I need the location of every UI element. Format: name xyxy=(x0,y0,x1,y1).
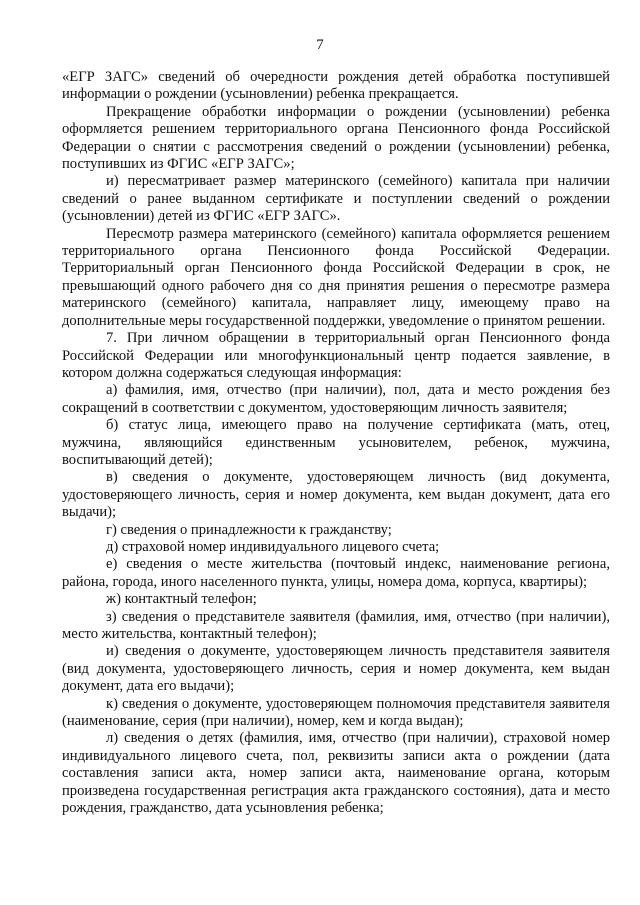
list-item-zh: ж) контактный телефон; xyxy=(106,591,257,608)
list-item-a: а) фамилия, имя, отчество (при наличии), пол, дата и место рождения без сокращений в соответствии с документом, удостоверяющим личность заявителя; xyxy=(62,382,610,416)
list-item-v: в) сведения о документе, удостоверяющем личность (вид документа, удостоверяющего личность, серия и номер документа, кем выдан документ, дата его выдачи); xyxy=(62,469,610,521)
page-number: 7 xyxy=(316,37,324,53)
paragraph-revision-decision: Пересмотр размера материнского (семейного) капитала оформляется решением территориального органа Пенсионного фонда Российской Федерации. Территориальный орган Пенсионного фонда Российской Федерации в срок, не превышающий одного рабочего дня со дня принятия решения о пересмотре размера материнского (семейного) капитала, направляет лицу, имеющему право на дополнительные меры государственной поддержки, уведомление о принятом решении. xyxy=(62,225,610,329)
paragraph-section-7: 7. При личном обращении в территориальный орган Пенсионного фонда Российской Федерации или многофункциональный центр подается заявление, в котором должна содержаться следующая информация: xyxy=(62,330,610,381)
list-item-e: е) сведения о месте жительства (почтовый индекс, наименование региона, района, города, иного населенного пункта, улицы, номера дома, корпуса, квартиры); xyxy=(62,556,610,590)
list-item-g: г) сведения о принадлежности к гражданству; xyxy=(106,521,392,538)
paragraph-item-i-revision: и) пересматривает размер материнского (семейного) капитала при наличии сведений о ранее выданном сертификате и поступлении сведений о рождении (усыновлении) детей из ФГИС «ЕГР ЗАГС». xyxy=(62,173,610,225)
paragraph-termination-decision: Прекращение обработки информации о рождении (усыновлении) ребенка оформляется решением территориального органа Пенсионного фонда Российской Федерации о снятии с рассмотрения сведений о рождении (усыновлении) ребенка, поступивших из ФГИС «ЕГР ЗАГС»; xyxy=(62,103,610,173)
list-item-i: и) сведения о документе, удостоверяющем личность представителя заявителя (вид документа, удостоверяющего личность, серия и номер документа, кем выдан документ, дата его выдачи); xyxy=(62,643,610,695)
list-item-k: к) сведения о документе, удостоверяющем полномочия представителя заявителя (наименование, серия (при наличии), номер, кем и когда выдан); xyxy=(62,695,610,730)
list-item-b: б) статус лица, имеющего право на получение сертификата (мать, отец, мужчина, являющийся единственным усыновителем, ребенок, мужчина, воспитывающий детей); xyxy=(62,417,610,468)
list-item-d: д) страховой номер индивидуального лицевого счета; xyxy=(106,538,440,555)
list-item-z: з) сведения о представителе заявителя (фамилия, имя, отчество (при наличии), место жительства, контактный телефон); xyxy=(62,608,610,642)
document-body xyxy=(62,69,610,817)
list-item-l: л) сведения о детях (фамилия, имя, отчество (при наличии), страховой номер индивидуального лицевого счета, пол, реквизиты записи акта о рождении (дата составления записи акта, номер записи акта, наименование органа, которым произведена государственная регистрация акта гражданского состояния), дата и место рождения, гражданство, дата усыновления ребенка; xyxy=(62,730,610,817)
paragraph-continuation: «ЕГР ЗАГС» сведений об очередности рождения детей обработка поступившей информации о рождении (усыновлении) ребенка прекращается. xyxy=(62,69,610,103)
